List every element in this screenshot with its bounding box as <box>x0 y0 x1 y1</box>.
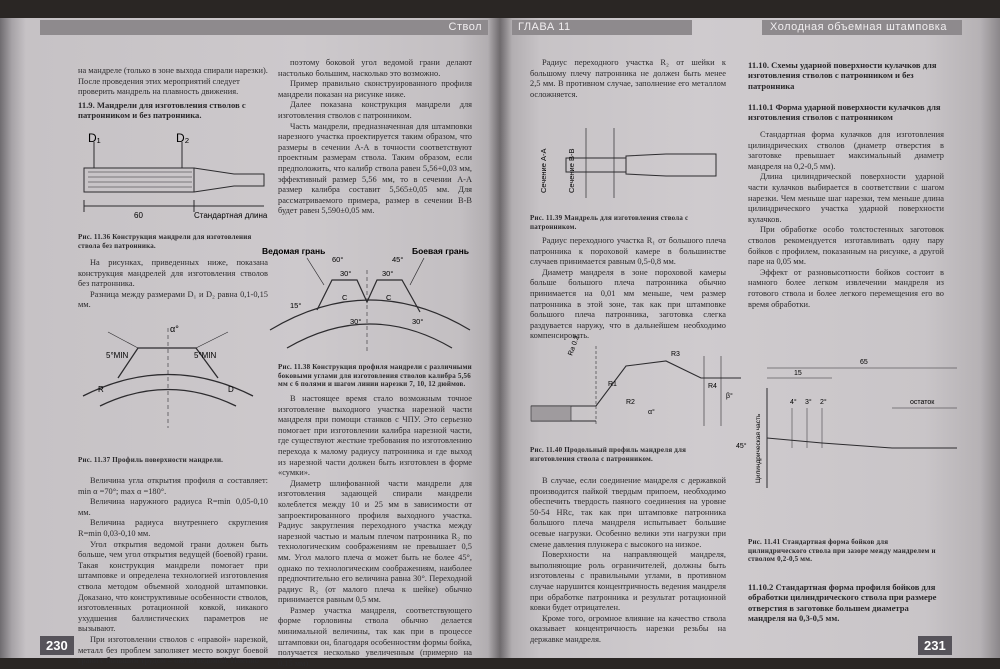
left-col2-bottom <box>278 394 472 669</box>
left-intro <box>78 66 268 98</box>
right-col1-top <box>530 58 726 100</box>
fig-11-38-caption: Рис. 11.38 Конструкция профиля мандрели с различными боковыми углами для изготовления стволов калибра 5,56 мм с 6 полями и шагом линии нарезки 7, 10, 12 дюймов. <box>278 363 472 389</box>
label-15: 15 <box>794 370 802 377</box>
text-paragraph: Стандартная форма кулачков для изготовления цилиндрических стволов (диаметр отверстия в заготовке превышает максимальный диаметр мандреля на 0,2-0,5 мм). <box>748 130 944 171</box>
label-section-bb: Сечение В-В <box>567 148 576 193</box>
fig-11-37-caption: Рис. 11.37 Профиль поверхности мандрели. <box>78 456 224 464</box>
chapter-title: Холодная объемная штамповка <box>770 21 947 33</box>
label-5min-left: 5°MIN <box>106 351 129 360</box>
fig-11-39 <box>526 118 726 213</box>
text-paragraph: Величина наружного радиуса R=min 0,05-0,10 мм. <box>78 497 268 517</box>
profile-line <box>767 438 957 448</box>
left-page <box>0 18 500 668</box>
fig-11-36-caption: Рис. 11.36 Конструкция мандрели для изготовления ствола без патронника. <box>78 233 252 250</box>
label-cylindrical: Цилиндрическая часть <box>755 413 762 483</box>
left-bottom-text <box>78 476 268 667</box>
text-paragraph: Эффект от разновысотности бойков состоит в намного более легком извлечении мандреля из готового ствола и более легкого перемещения его во время обработки. <box>748 267 944 309</box>
label-45: 45° <box>736 443 747 450</box>
text-paragraph: Радиус переходного участка R₂ от шейки к большому плечу патронника не должен быть менее 2,5 мм. В противном случае, заполнение его металлом осложняется. <box>530 58 726 99</box>
label-r: R <box>98 385 104 394</box>
chapter-label: ГЛАВА 11 <box>518 21 571 33</box>
label-15: 15° <box>290 301 302 310</box>
text-paragraph: Поверхности на направляющей мандреля, выполняющие роль ограничителей, должны быть изготовлены с правильными углами, в противном случае нарушится концентричность ведения мандреля при обработке патронника и результат ротационной ковки будет отрицателен. <box>530 550 726 613</box>
label-alpha: α° <box>170 324 179 334</box>
hatched-block <box>531 406 571 421</box>
label-drive-face: Боевая грань <box>412 246 470 256</box>
label-beta: β° <box>726 393 733 400</box>
section-heading-11-10-1: 11.10.1 Форма ударной поверхности кулачков для изготовления стволов с патронником <box>748 102 941 123</box>
section-heading-11-10-2: 11.10.2 Стандартная форма профиля бойков для обработки цилиндрического ствола при размере отверстия в заготовке большем диаметра мандреля на 0,3-0,5 мм. <box>748 582 937 624</box>
label-30c: 30° <box>350 317 362 326</box>
label-c1: C <box>342 293 348 302</box>
right-page <box>500 18 1000 658</box>
text-paragraph: Радиус переходного участка R₁ от большого плеча патронника к пороховой камере в большинстве случаев принимается равным 0,5-0,8 мм. <box>530 236 726 267</box>
label-3: 3° <box>805 399 812 406</box>
fig-11-40 <box>526 326 751 436</box>
text-paragraph: Кроме того, огромное влияние на качество ствола оказывает концентричность нарезки резьбы на державке мандреля. <box>530 613 726 644</box>
label-remainder: остаток <box>910 399 935 406</box>
fig-11-39-caption: Рис. 11.39 Мандрель для изготовления ствола с патронником. <box>530 214 689 231</box>
label-r4: R4 <box>708 383 717 390</box>
text-paragraph: Длина цилиндрической поверхности ударной части кулачков выбирается в соответствии с шагом нарезки. Чем меньше шаг нарезки, тем меньше длина цилиндрического участка ударной поверхности кулачков. <box>748 172 944 224</box>
label-60: 60° <box>332 255 344 264</box>
fig-11-37 <box>78 318 258 438</box>
text-line: После проведения этих мероприятий следует проверить мандрель на плавность движения. <box>78 76 240 97</box>
label-alpha: α° <box>648 409 655 416</box>
mandrel-body <box>626 154 716 176</box>
text-paragraph: поэтому боковой угол ведомой грани делают настолько большим, насколько это возможно. <box>278 58 472 78</box>
left-mid-text <box>78 258 268 311</box>
label-d1: D₁ <box>88 131 101 145</box>
label-r3: R3 <box>671 351 680 358</box>
left-col2-top <box>278 58 472 217</box>
text-paragraph: При изготовлении стволов с «правой» нарезкой, металл без проблем заполняет место вокруг боевой грани с большим трудом – около ведомой. Именно <box>78 634 268 666</box>
label-c2: C <box>386 293 392 302</box>
label-ra: Ra 0.2 <box>567 334 581 357</box>
label-section-aa: Сечение А-А <box>539 148 548 193</box>
text-paragraph: Далее показана конструкция мандрели для изготовления стволов с патронником. <box>278 100 472 120</box>
right-page-number: 231 <box>918 636 952 655</box>
label-4: 4° <box>790 399 797 406</box>
label-30d: 30° <box>412 317 424 326</box>
fig-11-40-caption: Рис. 11.40 Продольный профиль мандреля для изготовления ствола с патронником. <box>530 446 687 463</box>
right-col1-bottom <box>530 476 726 646</box>
text-line: на мандреле (только в зоне выхода спирали нарезки). <box>78 66 268 75</box>
label-2: 2° <box>820 399 827 406</box>
mandrel-body <box>84 168 194 192</box>
fig-11-38 <box>262 240 477 358</box>
label-d2: D₂ <box>176 131 190 145</box>
text-paragraph: Величина радиуса внутреннего скругления R=min 0,03-0,10 мм. <box>78 518 268 538</box>
text-paragraph: Пример правильно сконструированного профиля мандрели показан на рисунке ниже. <box>278 79 472 99</box>
text-paragraph: В настоящее время стало возможным точное изготовление выходного участка нарезной части мандреля при помощи станков с ЧПУ. Это серьезно помогает при изготовлении калибра нарезной части, где существуют жесткие требования по изготовлению перехода к малому радиусу патронника и где выход из нарезной части должен быть изготовлен в форме «сумки». <box>278 394 472 478</box>
label-30a: 30° <box>340 269 352 278</box>
label-5min-right: 5°MIN <box>194 351 217 360</box>
right-col2-text <box>748 130 944 310</box>
right-header-title <box>762 20 962 35</box>
label-std-length: Стандартная длина <box>194 211 268 220</box>
text-paragraph: Разница между размерами D₁ и D₂ равна 0,1-0,15 мм. <box>78 289 268 310</box>
text-paragraph: Величина угла открытия профиля α составляет: min α =70°; max α =180°. <box>78 476 268 496</box>
left-header-title: Ствол <box>448 21 482 33</box>
text-paragraph: На рисунках, приведенных ниже, показана конструкция мандрелей для изготовления стволов без патронника. <box>78 258 268 289</box>
text-paragraph: Диаметр шлифованной части мандрели для изготовления задающей спирали мандрели колеблется между 10 и 25 мм в зависимости от запроектированного профиля выходного участка. Радиус закругления переходного участка между нарезной частью и малым плечом патронника R₂ по технологическим соображениям не превышает 0,5 мм. Угол малого плеча α может быть не более 45°, однако по технологическим соображениям, наиболее предпочтительно его величина равна 30°. Переходной радиус R₂ (от малого плеча к шейке) обычно принимается равным 0,5 мм. <box>278 478 472 605</box>
fig-11-36 <box>74 130 274 230</box>
book-gutter <box>488 18 512 658</box>
label-lead-face: Ведомая грань <box>262 246 326 256</box>
text-paragraph: Размер участка мандреля, соответствующего форме горловины ствола обычно делается минимальной величины, так как при в процессе штамповки он, благодаря особенностям формы бойка, получается несколько увеличенным (примерно на 0,15 мм). <box>278 605 473 668</box>
text-paragraph: Угол открытия ведомой грани должен быть больше, чем угол открытия ведущей (боевой) грани. Такая конструкция мандрели помогает при штамповке и определена технологией изготовления ствола методом объемной холодной штамповки. Доказано, что конструктивные особенности стволов, изготовленных ротационной ковкой, никакого ухудшения баллистических параметров не вызывают. <box>78 539 268 634</box>
label-r2: R2 <box>626 399 635 406</box>
mandrel-shank <box>194 168 264 192</box>
left-header <box>40 20 488 35</box>
section-heading-11-10: 11.10. Схемы ударной поверхности кулачков для изготовления стволов с патронником и без патронника <box>748 60 937 91</box>
label-30b: 30° <box>382 269 394 278</box>
text-paragraph: Диаметр мандреля в зоне пороховой камеры больше большого плеча патронника обычно принимается на 0,01 мм меньше, чем размер патронника в этой зоне, так как при штамповке большого плеча патронника, заготовка слегка раздувается наружу, что в дальнейшем необходимо компенсировать. <box>530 267 726 341</box>
left-page-number: 230 <box>40 636 74 655</box>
inner-arc <box>287 324 452 348</box>
text-paragraph: В случае, если соединение мандреля с державкой производится пайкой твердым припоем, необходимо обеспечить твердость паяного соединения на уровне 50-54 HRc, так как при штамповке патронника большого плеча мандреля испытывает большие осевые нагрузки. Особенно велики эти нагрузки при смене давления плунжера с высокого на низкое. <box>530 476 726 549</box>
label-dim-60: 60 <box>134 211 143 220</box>
label-65: 65 <box>860 359 868 366</box>
profile-teeth <box>317 280 420 312</box>
text-paragraph: Часть мандрели, предназначенная для штамповки нарезного участка проектируется таким образом, что размеры в сечении А-А в точности соответствуют проектным размерам ствола. Таким образом, если предположить, что калибр ствола равен 5,56+0,03 мм, эффективный размер 5,56 мм, то в сечении А-А размер калибра составит 5,565±0,05 мм. Для рассматриваемого примера, размер в сечении В-В будет равен 5,590±0,05 мм. <box>278 121 472 216</box>
section-heading-11-9: 11.9. Мандрели для изготовления стволов с патронником и без патронника. <box>78 100 246 121</box>
label-45: 45° <box>392 255 404 264</box>
label-d: D <box>228 385 234 394</box>
text-paragraph: При обработке особо толстостенных заготовок стволов рекомендуется изготавливать одну пару бойков с профилем, показанным на рисунке, а другой паре на 0,05 мм. <box>748 225 944 267</box>
fig-11-41-caption: Рис. 11.41 Стандартная форма бойков для цилиндрического ствола при зазоре между мандрелем и стволом 0,2-0,5 мм. <box>748 538 936 564</box>
label-r1: R1 <box>608 381 617 388</box>
fig-11-41 <box>732 348 967 498</box>
right-header-chapter <box>512 20 692 35</box>
